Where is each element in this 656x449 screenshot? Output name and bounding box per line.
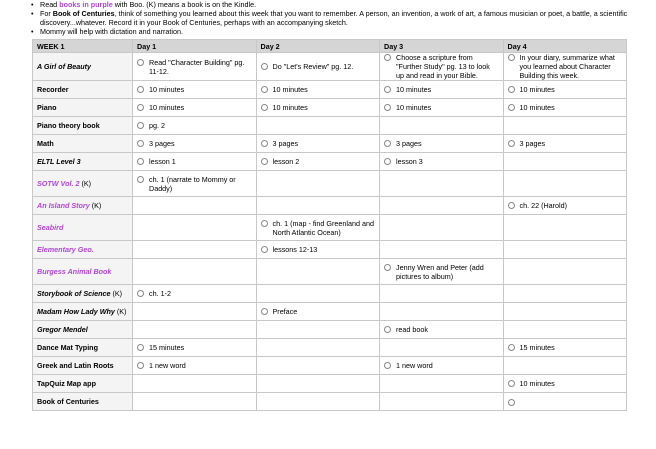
day-cell <box>503 357 627 375</box>
subject-label: ELTL Level 3 <box>37 157 81 166</box>
day-header: Day 3 <box>380 40 504 53</box>
instruction-text: , think of something you learned about this week that you want to remember. A person, an invention, a work of art, a famous musician or poet, a battle, a scientific discovery...whatever. Record it in your Book of Centuries, perhaps with an accompanying sketch. <box>40 9 628 27</box>
task-text: lessons 12-13 <box>272 245 318 254</box>
task-radio-button[interactable] <box>261 63 268 70</box>
task-radio-button[interactable] <box>261 86 268 93</box>
task-radio-button[interactable] <box>384 140 391 147</box>
table-row <box>33 393 627 411</box>
task-item <box>508 85 623 94</box>
subject-name <box>33 99 133 117</box>
task-text: 3 pages <box>396 139 422 148</box>
subject-label: Greek and Latin Roots <box>37 361 114 370</box>
day-cell <box>503 99 627 117</box>
day-header: Day 2 <box>256 40 380 53</box>
task-item <box>384 103 499 112</box>
day-header: Day 4 <box>503 40 627 53</box>
day-cell <box>133 197 257 215</box>
task-radio-button[interactable] <box>384 362 391 369</box>
task-text: 1 new word <box>149 361 186 370</box>
day-cell <box>133 99 257 117</box>
task-radio-button[interactable] <box>137 344 144 351</box>
task-radio-button[interactable] <box>137 362 144 369</box>
task-radio-button[interactable] <box>508 104 515 111</box>
day-cell <box>133 117 257 135</box>
day-cell <box>380 99 504 117</box>
task-radio-button[interactable] <box>384 86 391 93</box>
subject-name <box>33 215 133 241</box>
day-cell <box>380 171 504 197</box>
day-cell <box>133 215 257 241</box>
day-cell <box>380 393 504 411</box>
subject-label: SOTW Vol. 2 <box>37 179 80 188</box>
table-row <box>33 197 627 215</box>
instruction-item: • Mommy will help with dictation and narration. <box>40 27 630 36</box>
day-cell <box>503 215 627 241</box>
table-body <box>33 53 627 411</box>
day-cell <box>380 321 504 339</box>
task-item <box>261 139 376 148</box>
task-item <box>508 343 623 352</box>
instruction-purple-text: books in purple <box>59 0 113 9</box>
task-text: pg. 2 <box>149 121 165 130</box>
task-radio-button[interactable] <box>137 104 144 111</box>
task-text: lesson 1 <box>149 157 176 166</box>
task-item <box>137 361 252 370</box>
kindle-marker: (K) <box>114 307 127 316</box>
subject-name <box>33 241 133 259</box>
day-cell <box>380 303 504 321</box>
task-item <box>137 58 252 76</box>
task-item <box>137 103 252 112</box>
day-cell <box>380 53 504 81</box>
task-radio-button[interactable] <box>508 399 515 406</box>
task-item <box>384 85 499 94</box>
task-text: Preface <box>272 307 298 316</box>
task-radio-button[interactable] <box>508 140 515 147</box>
task-item <box>508 379 623 388</box>
subject-name <box>33 53 133 81</box>
subject-label: Elementary Geo. <box>37 245 94 254</box>
task-item <box>137 289 252 298</box>
day-cell <box>503 81 627 99</box>
day-cell <box>503 197 627 215</box>
day-cell <box>503 375 627 393</box>
subject-label: A Girl of Beauty <box>37 62 92 71</box>
task-text: ch. 1 (narrate to Mommy or Daddy) <box>149 174 236 193</box>
day-cell <box>133 339 257 357</box>
subject-name <box>33 375 133 393</box>
subject-name <box>33 321 133 339</box>
task-radio-button[interactable] <box>508 86 515 93</box>
week-header: WEEK 1 <box>33 40 133 53</box>
task-text: ch. 1 (map - find Greenland and North Atlantic Ocean) <box>272 218 374 237</box>
task-radio-button[interactable] <box>384 54 391 61</box>
task-radio-button[interactable] <box>384 326 391 333</box>
task-text: Jenny Wren and Peter (add pictures to album) <box>396 262 484 281</box>
task-radio-button[interactable] <box>137 122 144 129</box>
subject-name <box>33 171 133 197</box>
task-text: 10 minutes <box>519 379 555 388</box>
subject-label: Recorder <box>37 85 69 94</box>
task-text: 10 minutes <box>272 103 308 112</box>
table-row <box>33 135 627 153</box>
day-cell <box>503 171 627 197</box>
day-header: Day 1 <box>133 40 257 53</box>
task-text: 15 minutes <box>149 343 185 352</box>
task-item <box>508 139 623 148</box>
task-radio-button[interactable] <box>508 202 515 209</box>
table-row <box>33 53 627 81</box>
day-cell <box>256 171 380 197</box>
task-text: lesson 2 <box>272 157 300 166</box>
task-radio-button[interactable] <box>261 220 268 227</box>
task-item <box>261 157 376 166</box>
day-cell <box>133 285 257 303</box>
day-cell <box>256 303 380 321</box>
task-item <box>261 245 376 254</box>
kindle-marker: (K) <box>79 179 92 188</box>
day-cell <box>503 135 627 153</box>
day-cell <box>256 357 380 375</box>
task-radio-button[interactable] <box>508 344 515 351</box>
instruction-list <box>30 0 630 36</box>
task-item <box>508 201 623 210</box>
table-header-row <box>33 40 627 53</box>
subject-label: Seabird <box>37 223 64 232</box>
instruction-text: Read <box>40 0 60 9</box>
subject-label: TapQuiz Map app <box>37 379 96 388</box>
table-row <box>33 357 627 375</box>
table-row <box>33 81 627 99</box>
task-radio-button[interactable] <box>261 104 268 111</box>
day-cell <box>256 153 380 171</box>
task-radio-button[interactable] <box>137 86 144 93</box>
day-cell <box>256 197 380 215</box>
table-row <box>33 285 627 303</box>
subject-name <box>33 303 133 321</box>
day-cell <box>503 321 627 339</box>
subject-label: An Island Story <box>37 201 90 210</box>
task-item <box>384 263 499 281</box>
subject-label: Math <box>37 139 54 148</box>
day-cell <box>503 53 627 81</box>
subject-label: Madam How Lady Why <box>37 307 115 316</box>
subject-name <box>33 339 133 357</box>
day-cell <box>133 393 257 411</box>
subject-name <box>33 357 133 375</box>
table-row <box>33 303 627 321</box>
table-row <box>33 171 627 197</box>
task-item <box>384 53 499 80</box>
task-text: Do "Let's Review" pg. 12. <box>272 62 354 71</box>
instruction-text: with Boo. (K) means a book is on the Kindle. <box>112 0 257 9</box>
subject-label: Burgess Animal Book <box>37 267 112 276</box>
task-radio-button[interactable] <box>137 140 144 147</box>
task-radio-button[interactable] <box>384 104 391 111</box>
task-text: 10 minutes <box>272 85 308 94</box>
task-item <box>384 361 499 370</box>
task-text: 10 minutes <box>519 85 555 94</box>
task-item <box>384 325 499 334</box>
day-cell <box>256 117 380 135</box>
day-cell <box>256 135 380 153</box>
subject-name <box>33 135 133 153</box>
subject-name <box>33 259 133 285</box>
task-text: 3 pages <box>149 139 175 148</box>
task-radio-button[interactable] <box>261 308 268 315</box>
day-cell <box>503 117 627 135</box>
day-cell <box>503 259 627 285</box>
task-radio-button[interactable] <box>137 158 144 165</box>
day-cell <box>503 339 627 357</box>
task-text: 10 minutes <box>149 103 185 112</box>
subject-name <box>33 285 133 303</box>
table-row <box>33 375 627 393</box>
subject-label: Gregor Mendel <box>37 325 88 334</box>
instruction-item <box>40 0 630 9</box>
task-item <box>137 85 252 94</box>
day-cell <box>256 375 380 393</box>
task-radio-button[interactable] <box>261 246 268 253</box>
instruction-bold-text: Book of Centuries <box>52 9 115 18</box>
task-text: 10 minutes <box>149 85 185 94</box>
task-item <box>137 175 252 193</box>
task-item <box>261 219 376 237</box>
task-radio-button[interactable] <box>261 140 268 147</box>
task-radio-button[interactable] <box>137 59 144 66</box>
task-text: 15 minutes <box>519 343 555 352</box>
task-text: Read "Character Building" pg. 11-12. <box>149 57 245 76</box>
day-cell <box>133 171 257 197</box>
day-cell <box>503 285 627 303</box>
day-cell <box>380 357 504 375</box>
task-radio-button[interactable] <box>137 176 144 183</box>
day-cell <box>380 153 504 171</box>
task-item <box>137 139 252 148</box>
task-text: ch. 22 (Harold) <box>519 201 568 210</box>
day-cell <box>380 259 504 285</box>
day-cell <box>133 81 257 99</box>
day-cell <box>256 339 380 357</box>
day-cell <box>133 357 257 375</box>
instruction-item <box>40 9 630 27</box>
day-cell <box>133 321 257 339</box>
day-cell <box>380 81 504 99</box>
day-cell <box>503 303 627 321</box>
task-text: Choose a scripture from "Further Study" pg. 13 to look up and read in your Bible. <box>396 53 490 80</box>
subject-label: Dance Mat Typing <box>37 343 98 352</box>
subject-name <box>33 393 133 411</box>
task-item <box>137 157 252 166</box>
table-row <box>33 339 627 357</box>
table-row <box>33 153 627 171</box>
task-text: 10 minutes <box>519 103 555 112</box>
day-cell <box>133 135 257 153</box>
subject-name <box>33 197 133 215</box>
task-item <box>137 121 252 130</box>
day-cell <box>256 53 380 81</box>
day-cell <box>256 241 380 259</box>
task-radio-button[interactable] <box>384 158 391 165</box>
task-text: 3 pages <box>519 139 546 148</box>
subject-label: Piano <box>37 103 57 112</box>
task-radio-button[interactable] <box>384 264 391 271</box>
task-radio-button[interactable] <box>261 158 268 165</box>
table-row <box>33 99 627 117</box>
subject-name <box>33 117 133 135</box>
task-item <box>508 398 623 406</box>
subject-label: Piano theory book <box>37 121 100 130</box>
task-item <box>384 157 499 166</box>
subject-name <box>33 153 133 171</box>
table-row <box>33 259 627 285</box>
task-text: In your diary, summarize what you learned about Character Building this week. <box>519 53 615 80</box>
weekly-schedule-table <box>32 39 627 411</box>
task-text: 10 minutes <box>396 103 432 112</box>
subject-label: Storybook of Science <box>37 289 111 298</box>
task-text: ch. 1-2 <box>149 289 171 298</box>
task-item <box>261 307 376 316</box>
day-cell <box>256 81 380 99</box>
day-cell <box>256 215 380 241</box>
task-radio-button[interactable] <box>137 290 144 297</box>
day-cell <box>380 197 504 215</box>
day-cell <box>380 285 504 303</box>
task-radio-button[interactable] <box>508 54 515 61</box>
task-item <box>508 53 623 80</box>
day-cell <box>380 375 504 393</box>
subject-label: Book of Centuries <box>37 397 99 406</box>
task-item <box>261 103 376 112</box>
day-cell <box>380 241 504 259</box>
day-cell <box>256 285 380 303</box>
day-cell <box>256 393 380 411</box>
table-row <box>33 117 627 135</box>
day-cell <box>503 153 627 171</box>
day-cell <box>380 135 504 153</box>
task-item <box>508 103 623 112</box>
day-cell <box>380 117 504 135</box>
day-cell <box>503 393 627 411</box>
task-item <box>261 85 376 94</box>
day-cell <box>133 241 257 259</box>
table-row <box>33 321 627 339</box>
kindle-marker: (K) <box>89 201 102 210</box>
instructions <box>30 0 630 36</box>
subject-name <box>33 81 133 99</box>
kindle-marker: (K) <box>110 289 123 298</box>
task-item <box>137 343 252 352</box>
day-cell <box>256 99 380 117</box>
day-cell <box>133 303 257 321</box>
day-cell <box>380 215 504 241</box>
task-text: 10 minutes <box>396 85 432 94</box>
day-cell <box>256 259 380 285</box>
task-item <box>384 139 499 148</box>
table-row <box>33 215 627 241</box>
task-text: lesson 3 <box>396 157 423 166</box>
day-cell <box>256 321 380 339</box>
day-cell <box>133 53 257 81</box>
instruction-text: For <box>40 9 53 18</box>
day-cell <box>133 375 257 393</box>
day-cell <box>133 153 257 171</box>
table-row <box>33 241 627 259</box>
task-text: 3 pages <box>272 139 299 148</box>
day-cell <box>380 339 504 357</box>
day-cell <box>133 259 257 285</box>
task-text: 1 new word <box>396 361 433 370</box>
task-item <box>261 62 376 71</box>
task-radio-button[interactable] <box>508 380 515 387</box>
task-text: read book <box>396 325 428 334</box>
day-cell <box>503 241 627 259</box>
